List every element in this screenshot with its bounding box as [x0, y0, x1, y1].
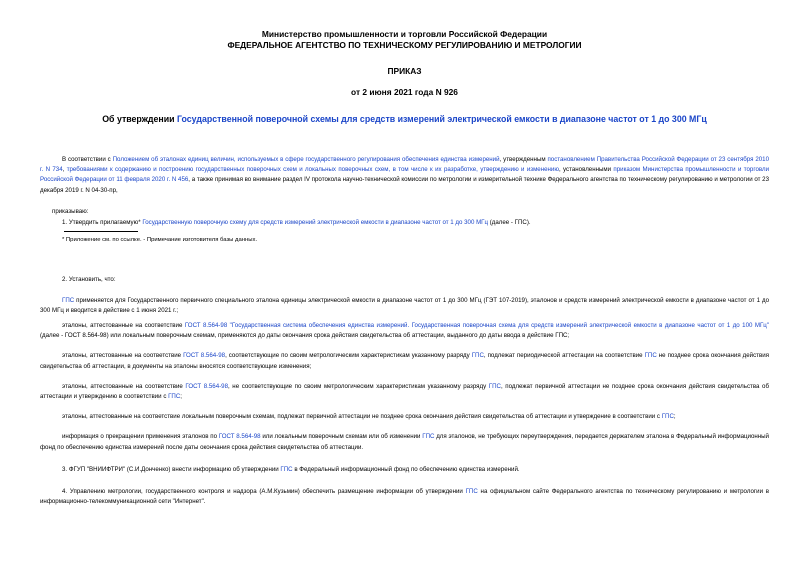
preamble-paragraph: [40, 155, 769, 196]
paragraph-text: 3. ФГУП "ВНИИФТРИ" (С.И.Донченко) внести информацию об утверждении: [62, 465, 281, 473]
paragraph-text: эталоны, аттестованные на соответствие: [62, 352, 184, 360]
item-4: [40, 487, 769, 507]
item-3: [40, 465, 769, 475]
gps-application-paragraph: [40, 296, 769, 316]
preamble-text: , а также принимая во внимание раздел IV протокола научно-технической комиссии по метрологии и измерительной технике Федерального агентства по техническому регулированию и метрологии от 23 декабря 2019 г. N 04-30-пр,: [40, 176, 769, 194]
paragraph-text: эталоны, аттестованные на соответствие локальным поверочным схемам, подлежат первичной аттестации не позднее срока окончания действия свидетельства об аттестации и утверждение в соответствии с: [62, 413, 662, 421]
preamble-text: , утвержденным: [499, 156, 548, 163]
gps-link[interactable]: ГПС: [465, 488, 478, 496]
item-2: 2. Установить, что:: [62, 276, 116, 284]
etalons-paragraph-2: [40, 351, 769, 371]
preamble-text: , установленными: [558, 166, 614, 174]
item-1: [40, 218, 769, 228]
gps-link[interactable]: ГПС: [488, 382, 501, 390]
government-decree-link[interactable]: постановлением Правительства Российской Федерации от 23 сентября 2010 г. N 734: [40, 156, 769, 174]
etalons-paragraph-4: [40, 412, 769, 422]
paragraph-text: , подлежат первичной аттестации не позднее срока окончания действия свидетельства об аттестации и утверждению в соответствии с: [40, 382, 769, 401]
paragraph-text: , не соответствующие по своим метрологическим характеристикам указанному разряду: [228, 382, 489, 390]
gps-link[interactable]: ГПС: [471, 352, 484, 360]
paragraph-text: эталоны, аттестованные на соответствие: [62, 322, 185, 330]
subject-prefix: Об утверждении: [102, 114, 177, 124]
regulation-link[interactable]: Положением об эталонах единиц величин, используемых в сфере государственного регулирования обеспечения единства измерений: [112, 156, 500, 163]
preamble-text: В соответствии с: [62, 156, 113, 163]
paragraph-text: в Федеральный информационный фонд по обеспечению единства измерений.: [292, 465, 520, 473]
gps-link[interactable]: ГПС: [62, 296, 75, 304]
paragraph-text: (далее - ГОСТ 8.564-98) или локальным поверочным схемам, применяются до даты окончания срока действия свидетельства об аттестации, выданного до даты ввода в действие ГПС;: [40, 332, 570, 340]
gost-link[interactable]: ГОСТ 8.564-98: [185, 382, 228, 390]
gps-link[interactable]: ГПС: [422, 433, 435, 441]
paragraph-text: ;: [673, 413, 676, 421]
gps-link[interactable]: ГПС: [168, 393, 181, 401]
item-1-text: (далее - ГПС).: [488, 219, 531, 227]
paragraph-text: ;: [180, 393, 183, 401]
paragraph-text: , подлежат периодической аттестации на соответствие: [483, 352, 645, 360]
document-subject: [40, 114, 769, 125]
document-date-number: от 2 июня 2021 года N 926: [351, 87, 458, 97]
gps-scheme-link[interactable]: Государственную поверочную схему для средств измерений электрической емкости в диапазоне частот от 1 до 300 МГц: [142, 219, 489, 227]
preamble-text: ,: [62, 166, 67, 174]
subject-link[interactable]: Государственной поверочной схемы для средств измерений электрической емкости в диапазоне частот от 1 до 300 МГц: [176, 114, 707, 124]
orders-word: приказываю:: [52, 207, 89, 215]
gost-link[interactable]: ГОСТ 8.564-98: [183, 352, 226, 360]
paragraph-text: применяется для Государственного первичного специального эталона единицы электрической емкости в диапазоне частот от 1 до 300 МГц (ГЭТ 107-2019), эталонов и средств измерений электрической емкости в диапазоне частот от 1 до 300 МГц и вводится в действие с 1 июня 2021 г.;: [40, 296, 769, 314]
ministry-name: Министерство промышленности и торговли Российской Федерации: [261, 29, 548, 39]
item-1-text: 1. Утвердить прилагаемую*: [62, 219, 143, 227]
gps-link[interactable]: ГПС: [661, 413, 674, 421]
paragraph-text: на официальном сайте Федерального агентства по техническому регулированию и метрологии в информационно-телекоммуникационной сети "Интернет".: [40, 488, 770, 506]
paragraph-text: информация о прекращении применения эталонов по: [62, 433, 219, 441]
footnote: * Приложение см. по ссылке. - Примечание изготовителя базы данных.: [62, 237, 258, 244]
paragraph-text: для эталонов, не требующих переутверждения, передается держателем эталона в Федеральный информационный фонд по обеспечению единства измерений после даты окончания срока действия свидетельства об аттестации.: [40, 433, 769, 451]
gps-link[interactable]: ГПС: [280, 465, 293, 473]
gost-link[interactable]: ГОСТ 8.564-98 "Государственная система обеспечения единства измерений. Государственная поверочная схема для средств измерений электрической емкости в диапазоне частот от 1 до 100 МГц": [184, 322, 769, 330]
etalons-paragraph-3: [40, 382, 769, 402]
paragraph-text: 4. Управлению метрологии, государственного контроля и надзора (А.М.Кузьмин) обеспечить размещение информации об утверждении: [62, 488, 466, 496]
etalons-paragraph-1: [40, 321, 769, 341]
agency-name: ФЕДЕРАЛЬНОЕ АГЕНТСТВО ПО ТЕХНИЧЕСКОМУ РЕГУЛИРОВАНИЮ И МЕТРОЛОГИИ: [227, 40, 582, 50]
gps-link[interactable]: ГПС: [644, 352, 657, 360]
paragraph-text: не позднее срока окончания действия свидетельства об аттестации, в документы на эталоны вносятся соответствующие изменения;: [40, 352, 769, 370]
information-paragraph: [40, 432, 769, 452]
gost-link[interactable]: ГОСТ 8.564-98: [218, 433, 261, 441]
document-type: ПРИКАЗ: [387, 66, 422, 76]
ministry-order-link[interactable]: приказом Министерства промышленности и торговли Российской Федерации от 11 февраля 2020 г. N 456: [40, 166, 770, 184]
paragraph-text: или локальным поверочным схемам или об изменении: [260, 433, 423, 441]
paragraph-text: эталоны, аттестованные на соответствие: [62, 382, 186, 390]
paragraph-text: , соответствующие по своим метрологическим характеристикам указанному разряду: [225, 352, 472, 360]
footnote-separator: [64, 231, 138, 232]
requirements-link[interactable]: требованиями к содержанию и построению государственных поверочных схем и локальных поверочных схем, в том числе к их разработке, утверждению и изменению: [66, 166, 559, 174]
